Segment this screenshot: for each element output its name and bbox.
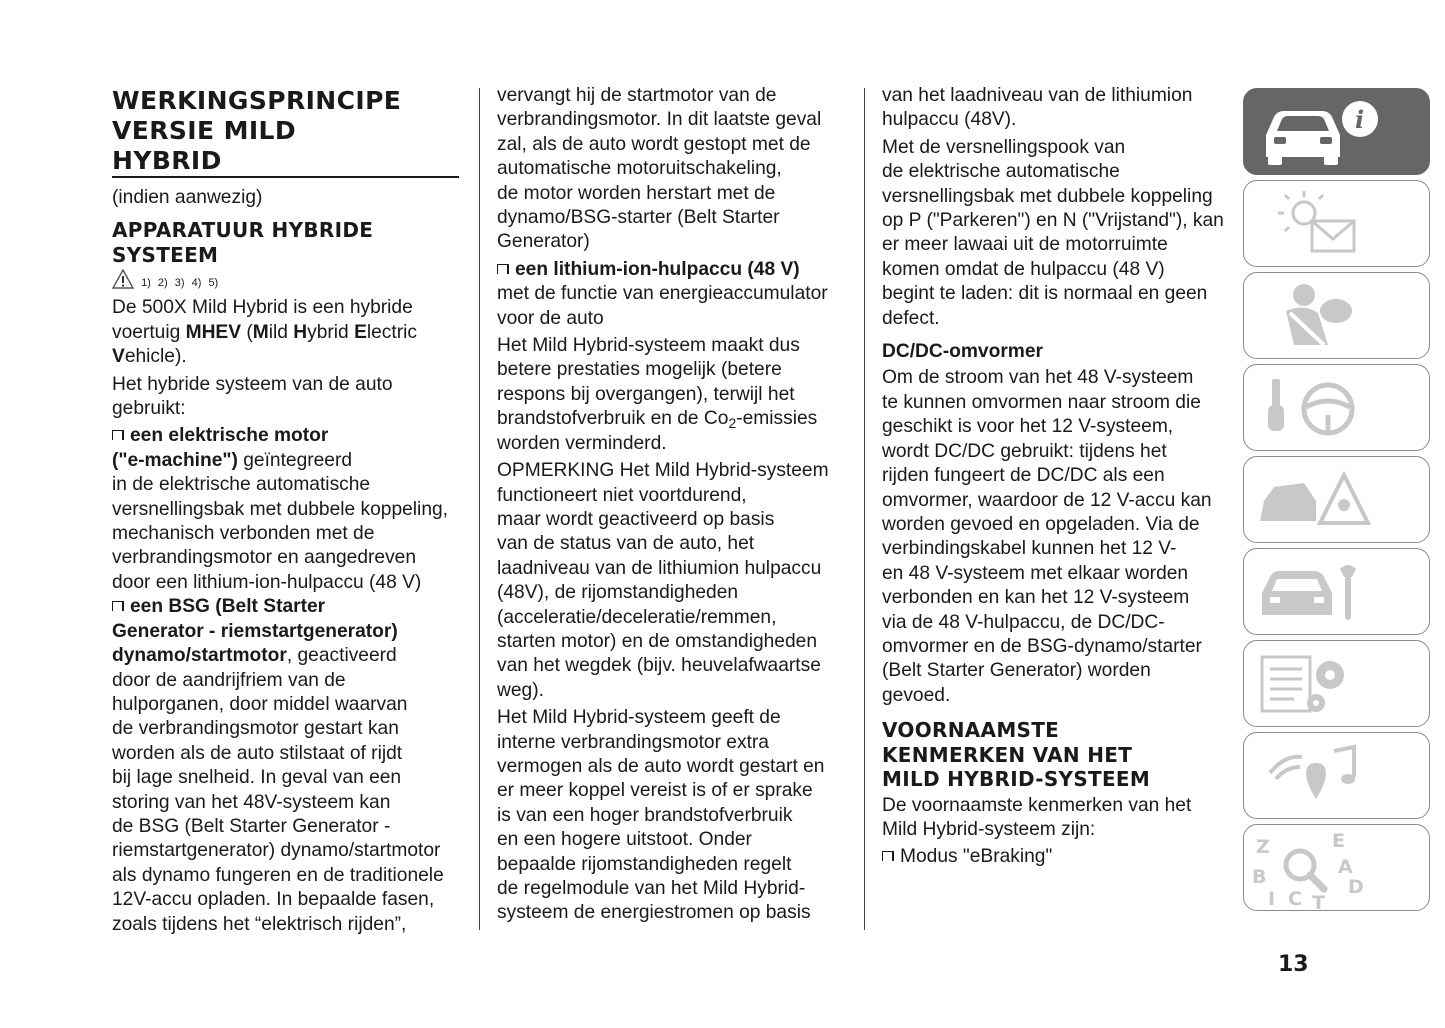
svg-text:Z: Z	[1256, 836, 1270, 858]
tab-car-info[interactable]	[1243, 88, 1430, 175]
column-1	[112, 84, 462, 937]
warning-ref[interactable]: 5)	[208, 277, 219, 290]
bullet-icon	[497, 264, 509, 274]
section-title-dcdc: DC/DC-omvormer	[882, 341, 1043, 363]
svg-text:C: C	[1288, 888, 1302, 910]
paragraph: Met de versnellingspook van de elektrische automatische versnellingsbak met dubbele koppeling op P ("Parkeren") en N ("Vrijstand"), kan er meer lawaai uit de motorruimte komen omdat de hulpaccu (48 V) begint te laden: dit is normaal en geen defect.	[882, 136, 1224, 329]
svg-text:i: i	[1355, 105, 1365, 134]
svg-text:D: D	[1348, 876, 1364, 898]
tab-starting-driving[interactable]	[1243, 364, 1430, 451]
warning-triangle-icon	[112, 269, 134, 289]
tab-lights-messages[interactable]	[1243, 180, 1430, 267]
alphabetical-index-icon	[1244, 825, 1431, 912]
section-title-apparatuur: APPARATUUR HYBRIDE SYSTEEM	[112, 218, 374, 267]
warning-ref[interactable]: 4)	[191, 277, 202, 290]
intro-paragraph: De 500X Mild Hybrid is een hybride voertuig MHEV (Mild Hybrid Electric Vehicle).	[112, 297, 417, 368]
tab-safety[interactable]	[1243, 272, 1430, 359]
bullet-icon	[882, 851, 894, 861]
tab-multimedia[interactable]	[1243, 732, 1430, 819]
lights-message-icon	[1244, 181, 1431, 268]
technical-data-icon	[1244, 641, 1431, 728]
paragraph: Het Mild Hybrid-systeem maakt dus betere prestaties mogelijk (betere respons bij overgangen), terwijl het brandstofverbruik en de $Co_2$-emissies worden verminderd.	[497, 335, 818, 454]
bullet-icon	[112, 430, 124, 440]
tab-emergency[interactable]	[1243, 456, 1430, 543]
tab-index[interactable]	[1243, 824, 1430, 911]
key-steering-wheel-icon	[1244, 365, 1431, 452]
page-number: 13	[1278, 952, 1309, 977]
car-info-icon	[1244, 89, 1431, 176]
paragraph: Het Mild Hybrid-systeem geeft de interne verbrandingsmotor extra vermogen als de auto wordt gestart en er meer koppel vereist is of er sprake is van een hoger brandstofverbruik en een hogere uitstoot. Onder bepaalde rijomstandigheden regelt de regelmodule van het Mild Hybrid- systeem de energiestromen op basis	[497, 707, 825, 924]
svg-text:I: I	[1268, 888, 1276, 910]
column-2	[497, 84, 847, 926]
bullet-item-hulpaccu: een lithium-ion-hulpaccu (48 V) met de functie van energieaccumulator voor de auto	[497, 258, 828, 329]
paragraph: vervangt hij de startmotor van de verbrandingsmotor. In dit laatste geval zal, als de auto wordt gestopt met de automatische motoruitschakeling, de motor worden herstart met de dynamo/BSG-starter (Belt Starter Generator)	[497, 85, 822, 253]
warning-ref[interactable]: 2)	[157, 277, 168, 290]
bullet-icon	[112, 601, 124, 611]
subtitle: (indien aanwezig)	[112, 187, 263, 208]
tab-maintenance[interactable]	[1243, 548, 1430, 635]
svg-text:T: T	[1312, 892, 1325, 912]
paragraph: Het hybride systeem van de auto gebruikt:	[112, 373, 393, 420]
multimedia-icon	[1244, 733, 1431, 820]
paragraph: Om de stroom van het 48 V-systeem te kunnen omvormen naar stroom die geschikt is voor het 12 V-systeem, wordt DC/DC gebruikt: tijdens het rijden fungeert de DC/DC als een omvormer, waardoor de 12 V-accu kan worden gevoed en opgeladen. Via de verbindingskabel kunnen het 12 V- en 48 V-systeem met elkaar worden verbonden en kan het 12 V-systeem via de 48 V-hulpaccu, de DC/DC- omvormer en de BSG-dynamo/starter (Belt Starter Generator) worden gevoed.	[882, 367, 1212, 706]
paragraph: van het laadniveau van de lithiumion hulpaccu (48V).	[882, 85, 1193, 131]
note-paragraph: OPMERKING Het Mild Hybrid-systeem functioneert niet voortdurend, maar wordt geactiveerd op basis van de status van de auto, het laadniveau van de lithiumion hulpaccu (48V), de rijomstandigheden (acceleratie/deceleratie/remmen, starten motor) en de omstandigheden van het wegdek (bijv. heuvelafwaartse weg).	[497, 460, 829, 701]
section-title-kenmerken: VOORNAAMSTE KENMERKEN VAN HET MILD HYBRID-SYSTEEM	[882, 718, 1151, 792]
svg-text:E: E	[1332, 830, 1345, 852]
bullet-item-bsg: een BSG (Belt Starter Generator - riemstartgenerator) dynamo/startmotor, geactiveerd door de aandrijfriem van de hulporganen, door middel waarvan de verbrandingsmotor gestart kan worden als de auto stilstaat of rijdt bij lage snelheid. In geval van een storing van het 48V-systeem kan de BSG (Belt Starter Generator - riemstartgenerator) dynamo/startmotor als dynamo fungeren en de traditionele 12V-accu opladen. In bepaalde fasen, zoals tijdens het “elektrisch rijden”,	[112, 596, 444, 935]
car-maintenance-icon	[1244, 549, 1431, 636]
column-3	[882, 84, 1237, 870]
page-title: WERKINGSPRINCIPE VERSIE MILD HYBRID	[112, 86, 459, 178]
column-divider-1	[479, 88, 480, 930]
tab-technical-data[interactable]	[1243, 640, 1430, 727]
paragraph: De voornaamste kenmerken van het Mild Hybrid-systeem zijn:	[882, 794, 1192, 841]
warning-breakdown-icon	[1244, 457, 1431, 544]
column-divider-2	[864, 88, 865, 930]
warning-ref[interactable]: 3)	[174, 277, 185, 290]
svg-text:A: A	[1338, 856, 1353, 878]
airbag-icon	[1244, 273, 1431, 360]
bullet-item-ebraking: Modus "eBraking"	[882, 845, 1237, 869]
svg-text:B: B	[1252, 866, 1267, 888]
warning-references	[112, 269, 462, 294]
bullet-item-e-machine: een elektrische motor ("e-machine") geïntegreerd in de elektrische automatische versnellingsbak met dubbele koppeling, mechanisch verbonden met de verbrandingsmotor en aangedreven door een lithium-ion-hulpaccu (48 V)	[112, 425, 448, 593]
warning-ref[interactable]: 1)	[141, 277, 151, 290]
